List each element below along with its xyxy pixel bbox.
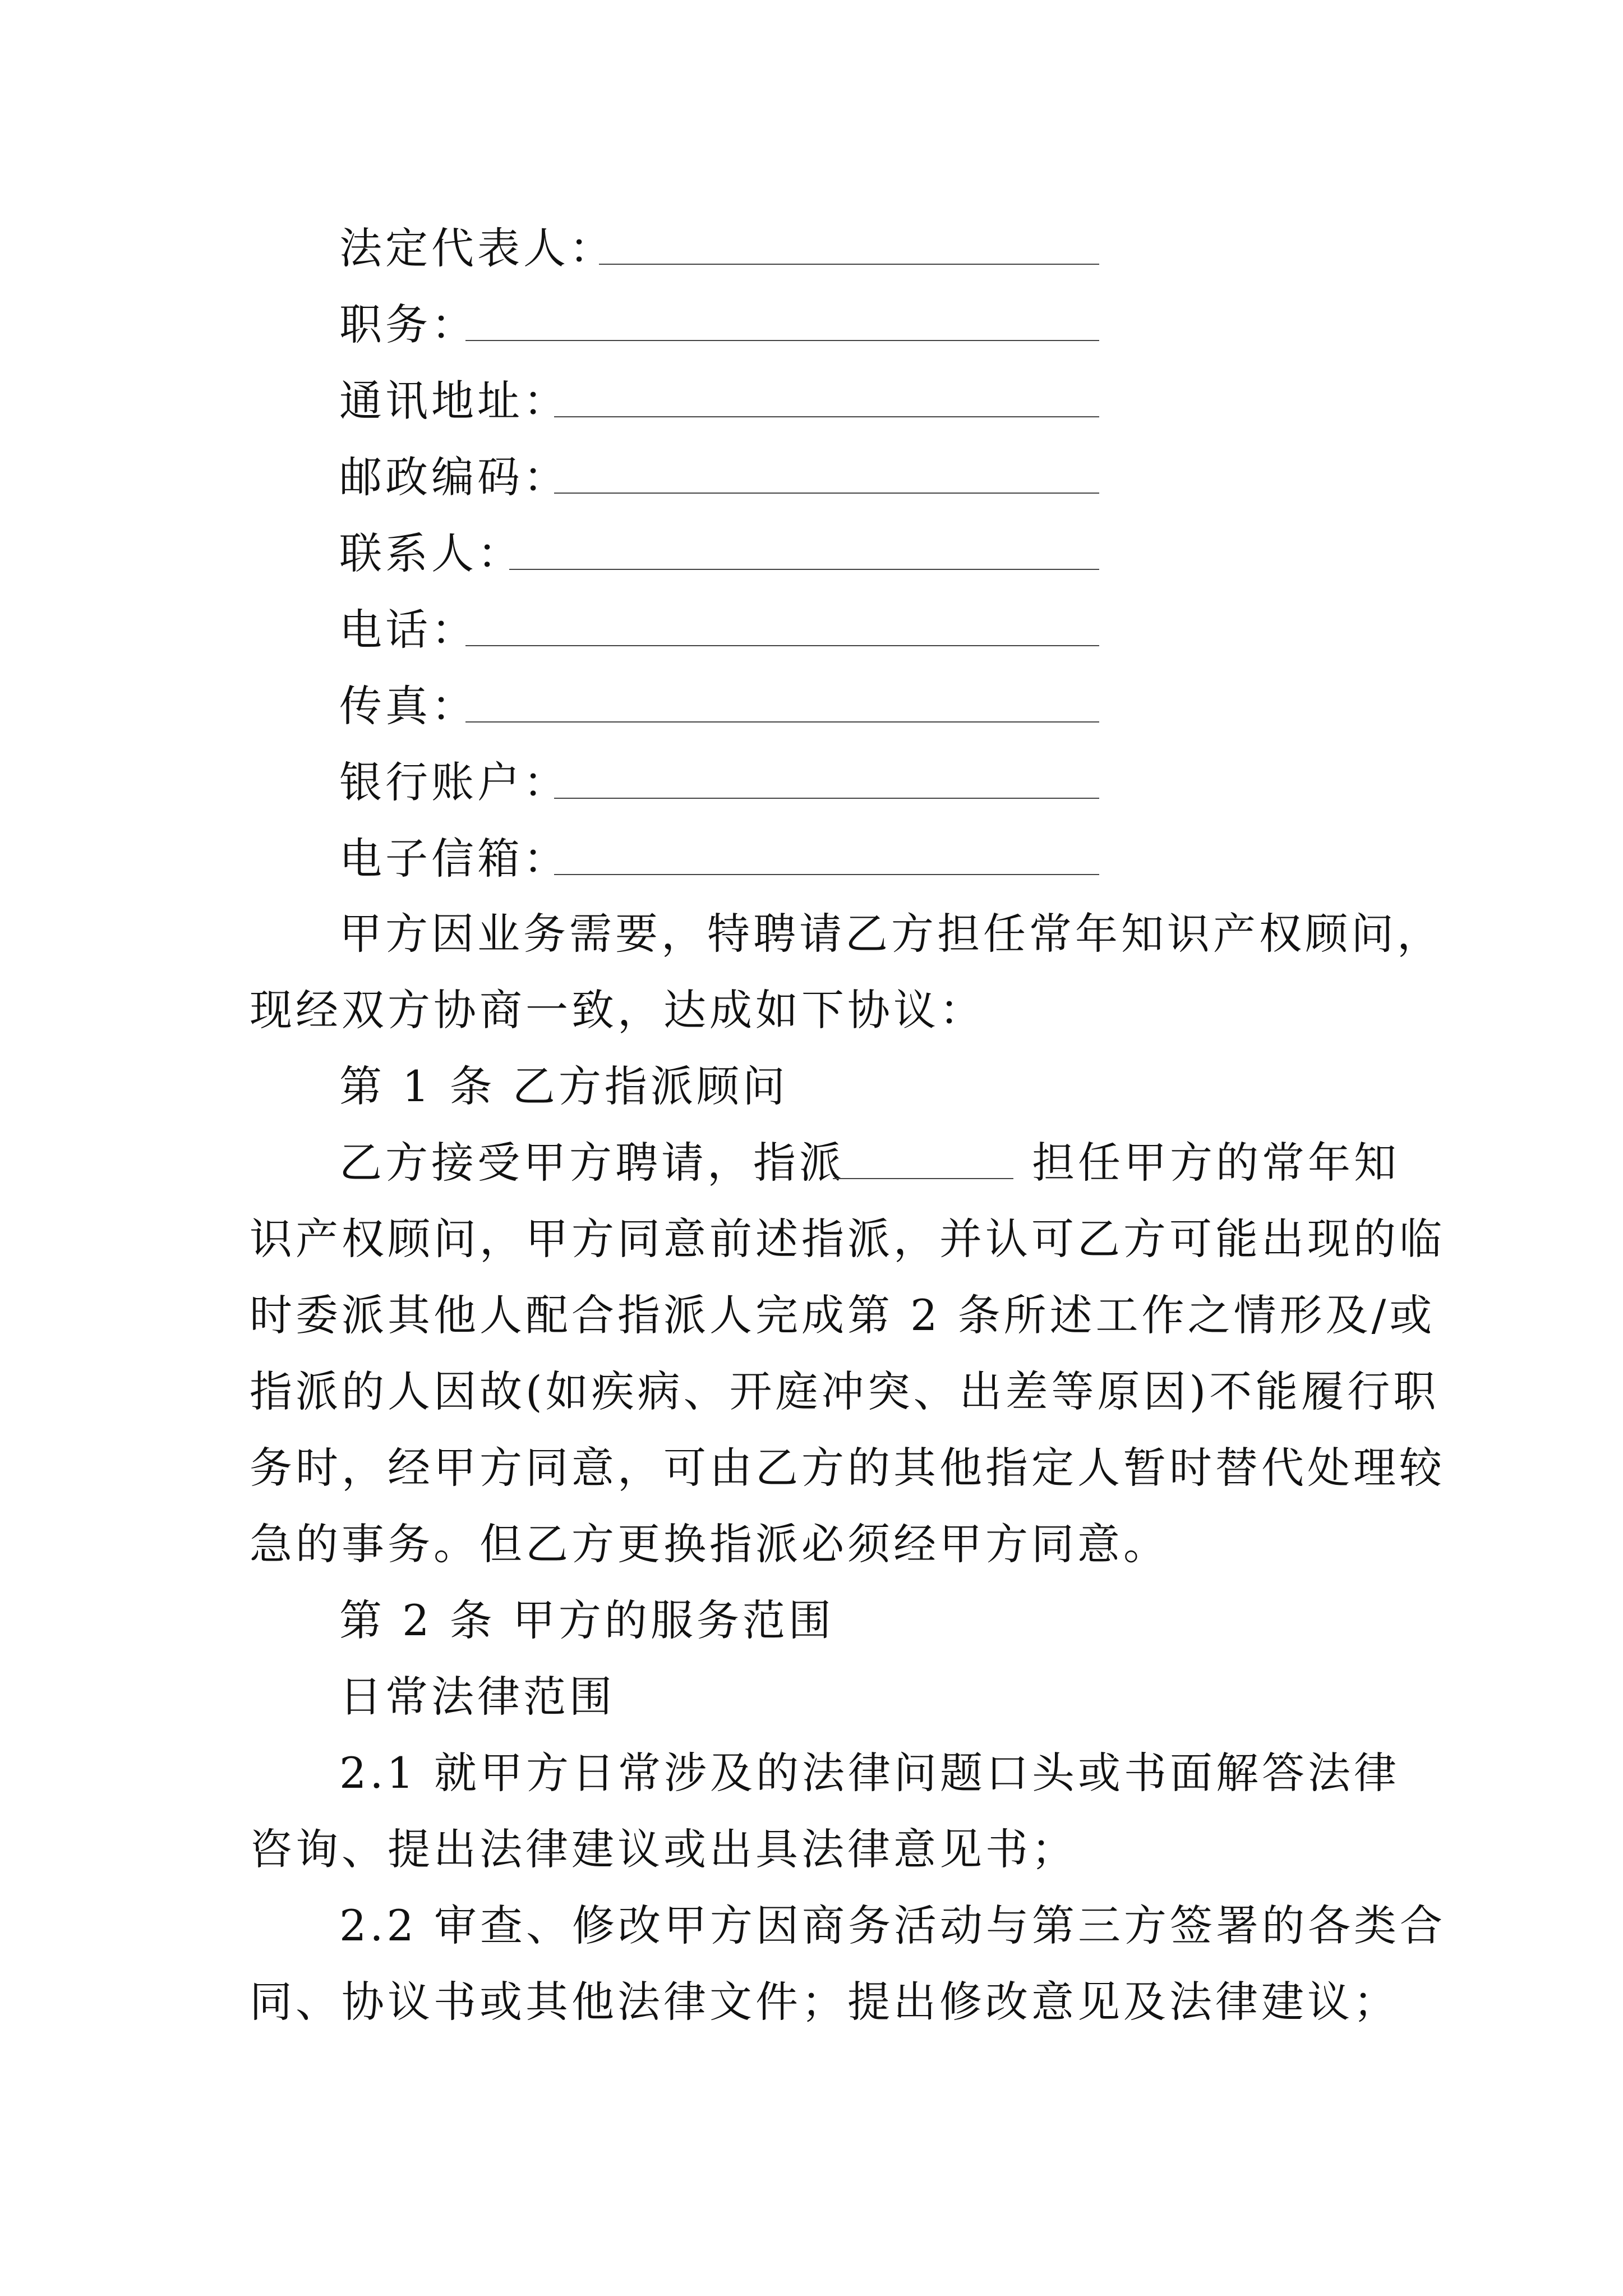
article-2-subheading: 日常法律范围 (339, 1672, 615, 1722)
field-contact-blank[interactable] (509, 569, 1099, 570)
field-phone-label: 电话： (339, 605, 477, 655)
field-fax-label: 传真： (339, 681, 477, 731)
article-1-line-6: 急的事务。但乙方更换指派必须经甲方同意。 (250, 1519, 1169, 1569)
item-2-1-line-1: 2.1 就甲方日常涉及的法律问题口头或书面解答法律 (339, 1748, 1400, 1798)
field-position-blank[interactable] (465, 340, 1099, 341)
appointee-blank[interactable] (833, 1178, 1013, 1179)
item-2-2-line-2: 同、协议书或其他法律文件；提出修改意见及法律建议； (250, 1977, 1399, 2027)
field-contact-label: 联系人： (339, 528, 523, 578)
field-email-label: 电子信箱： (339, 834, 569, 884)
field-legal-representative-label: 法定代表人： (339, 223, 615, 273)
field-phone-blank[interactable] (465, 645, 1099, 646)
article-1-line-3: 时委派其他人配合指派人完成第 2 条所述工作之情形及/或 (250, 1290, 1436, 1340)
field-postal-code-label: 邮政编码： (339, 452, 569, 502)
article-1-heading: 第 1 条 乙方指派顾问 (339, 1061, 789, 1111)
item-2-2-line-1: 2.2 审查、修改甲方因商务活动与第三方签署的各类合 (339, 1901, 1446, 1950)
field-fax-blank[interactable] (465, 721, 1099, 723)
field-bank-account-blank[interactable] (554, 798, 1099, 799)
intro-line-2: 现经双方协商一致，达成如下协议： (250, 985, 985, 1035)
item-2-1-line-2: 咨询、提出法律建议或出具法律意见书； (250, 1824, 1077, 1874)
article-1-line-1-end: 担任甲方的常年知 (1032, 1138, 1400, 1188)
field-address-blank[interactable] (554, 416, 1099, 417)
field-position-label: 职务： (339, 300, 477, 349)
article-1-line-1-start: 乙方接受甲方聘请，指派 (339, 1138, 845, 1188)
article-2-heading: 第 2 条 甲方的服务范围 (339, 1595, 834, 1645)
field-postal-code-blank[interactable] (554, 493, 1099, 494)
intro-line-1: 甲方因业务需要，特聘请乙方担任常年知识产权顾问， (339, 909, 1443, 959)
article-1-line-4: 指派的人因故(如疾病、开庭冲突、出差等原因)不能履行职 (250, 1366, 1440, 1416)
field-bank-account-label: 银行账户： (339, 757, 569, 807)
field-address-label: 通讯地址： (339, 376, 569, 426)
article-1-line-2: 识产权顾问，甲方同意前述指派，并认可乙方可能出现的临 (250, 1214, 1445, 1264)
field-email-blank[interactable] (554, 874, 1099, 875)
field-legal-representative-blank[interactable] (599, 264, 1099, 265)
article-1-line-5: 务时，经甲方同意，可由乙方的其他指定人暂时替代处理较 (250, 1443, 1445, 1493)
